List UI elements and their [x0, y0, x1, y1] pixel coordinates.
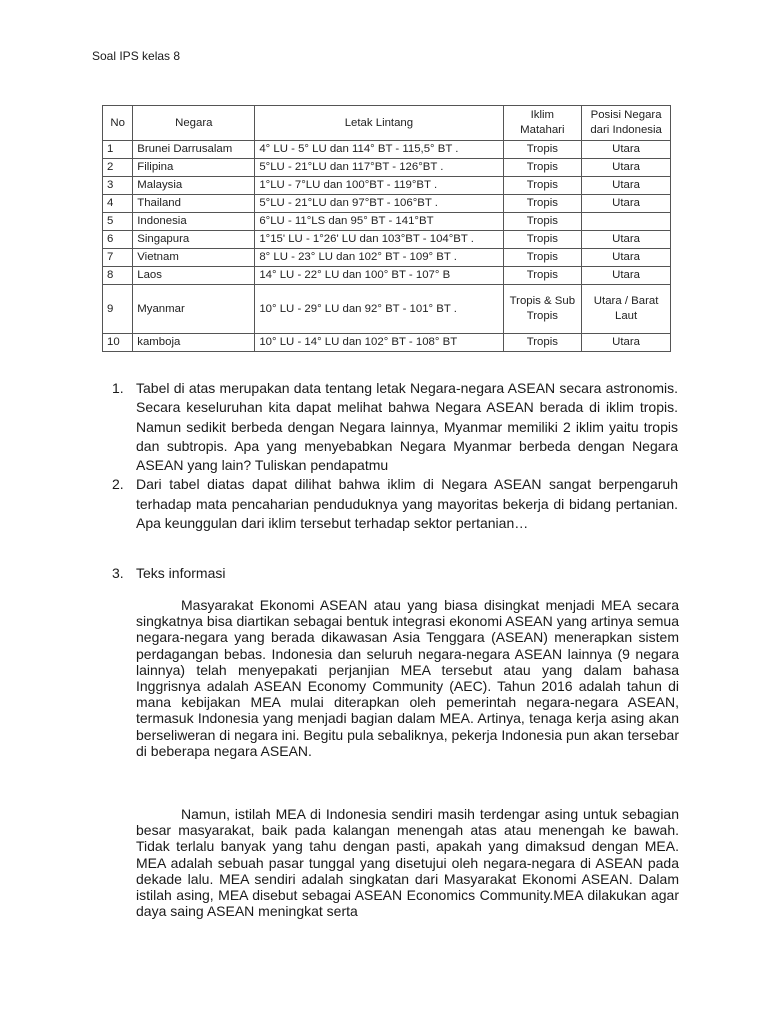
- table-row: [103, 334, 671, 352]
- table-row: [103, 267, 671, 285]
- question-text: Dari tabel diatas dapat dilihat bahwa iklim di Negara ASEAN sangat berpengaruh terhadap mata pencaharian penduduknya yang mayoritas bekerja di bidang pertanian. Apa keunggulan dari iklim tersebut terhadap sektor pertanian…: [136, 476, 678, 532]
- question-number: 2.: [112, 476, 124, 493]
- cell-iklim: Tropis: [503, 334, 582, 352]
- cell-letak: 4° LU - 5° LU dan 114° BT - 115,5° BT .: [255, 141, 503, 159]
- cell-iklim: Tropis: [503, 213, 582, 231]
- cell-iklim: Tropis: [503, 177, 582, 195]
- cell-negara: Thailand: [133, 195, 255, 213]
- cell-iklim: Tropis & Sub Tropis: [503, 285, 582, 334]
- cell-letak: 1°15' LU - 1°26' LU dan 103°BT - 104°BT .: [255, 231, 503, 249]
- section-title-text: Teks informasi: [136, 565, 226, 581]
- question-text: Tabel di atas merupakan data tentang letak Negara-negara ASEAN secara astronomis. Secara keseluruhan kita dapat melihat bahwa Negara ASEAN berada di iklim tropis. Namun sedikit berbeda dengan Negara lainnya, Myanmar memiliki 2 iklim yaitu tropis dan subtropis. Apa yang menyebabkan Negara Myanmar berbeda dengan Negara ASEAN yang lain? Tuliskan pendapatmu: [136, 380, 678, 474]
- cell-letak: 8° LU - 23° LU dan 102° BT - 109° BT .: [255, 249, 503, 267]
- cell-posisi: Utara: [582, 231, 671, 249]
- table-header-row: [103, 106, 671, 141]
- info-paragraph: Masyarakat Ekonomi ASEAN atau yang biasa disingkat menjadi MEA secara singkatnya bisa diartikan sebagai bentuk integrasi ekonomi ASEAN yang artinya semua negara-negara yang berada dikawasan Asia Tenggara (ASEAN) menerapkan sistem perdagangan bebas. Indonesia dan seluruh negara-negara ASEAN lainnya (9 negara lainnya) telah menyepakati perjanjian MEA tersebut atau yang dalam bahasa Inggrisnya adalah ASEAN Economy Community (AEC). Tahun 2016 adalah tahun di mana kebijakan MEA mulai diterapkan oleh pemerintah negara-negara ASEAN, termasuk Indonesia yang menjadi bagian dalam MEA. Artinya, tenaga kerja asing akan berseliweran di negara ini. Begitu pula sebaliknya, pekerja Indonesia pun akan tersebar di beberapa negara ASEAN.: [136, 597, 679, 759]
- question-item: [112, 379, 678, 475]
- cell-no: 2: [103, 159, 133, 177]
- cell-no: 9: [103, 285, 133, 334]
- cell-letak: 1°LU - 7°LU dan 100°BT - 119°BT .: [255, 177, 503, 195]
- cell-iklim: Tropis: [503, 231, 582, 249]
- header-posisi: Posisi Negara dari Indonesia: [582, 106, 671, 141]
- cell-iklim: Tropis: [503, 267, 582, 285]
- cell-no: 6: [103, 231, 133, 249]
- question-item: [112, 475, 678, 533]
- cell-posisi: Utara: [582, 334, 671, 352]
- question-number: 1.: [112, 380, 124, 396]
- cell-posisi: [582, 213, 671, 231]
- table-row: [103, 177, 671, 195]
- table-row: [103, 159, 671, 177]
- cell-negara: Malaysia: [133, 177, 255, 195]
- cell-no: 4: [103, 195, 133, 213]
- cell-posisi: Utara: [582, 267, 671, 285]
- section-number: 3.: [112, 565, 124, 581]
- header-letak-lintang: Letak Lintang: [255, 106, 503, 141]
- table-row: [103, 231, 671, 249]
- cell-letak: 6°LU - 11°LS dan 95° BT - 141°BT: [255, 213, 503, 231]
- cell-negara: Indonesia: [133, 213, 255, 231]
- cell-letak: 5°LU - 21°LU dan 117°BT - 126°BT .: [255, 159, 503, 177]
- cell-letak: 10° LU - 14° LU dan 102° BT - 108° BT: [255, 334, 503, 352]
- cell-iklim: Tropis: [503, 249, 582, 267]
- cell-posisi: Utara: [582, 177, 671, 195]
- cell-letak: 14° LU - 22° LU dan 100° BT - 107° B: [255, 267, 503, 285]
- cell-posisi: Utara: [582, 249, 671, 267]
- cell-iklim: Tropis: [503, 159, 582, 177]
- cell-no: 3: [103, 177, 133, 195]
- cell-negara: Brunei Darrusalam: [133, 141, 255, 159]
- cell-letak: 5°LU - 21°LU dan 97°BT - 106°BT .: [255, 195, 503, 213]
- header-negara: Negara: [133, 106, 255, 141]
- cell-posisi: Utara: [582, 195, 671, 213]
- table-row: [103, 195, 671, 213]
- cell-negara: Singapura: [133, 231, 255, 249]
- cell-iklim: Tropis: [503, 195, 582, 213]
- cell-negara: Vietnam: [133, 249, 255, 267]
- cell-negara: Laos: [133, 267, 255, 285]
- info-paragraph: Namun, istilah MEA di Indonesia sendiri masih terdengar asing untuk sebagian besar masyarakat, baik pada kalangan menengah atas atau menengah ke bawah. Tidak terlalu banyak yang tahu dengan pasti, apakah yang dimaksud dengan MEA. MEA adalah sebuah pasar tunggal yang disetujui oleh negara-negara di ASEAN pada dekade lalu. MEA sendiri adalah singkatan dari Masyarakat Ekonomi ASEAN. Dalam istilah asing, MEA disebut sebagai ASEAN Economics Community.MEA dilakukan agar daya saing ASEAN meningkat serta: [136, 806, 679, 920]
- table-row: [103, 249, 671, 267]
- cell-negara: Myanmar: [133, 285, 255, 334]
- header-iklim: Iklim Matahari: [503, 106, 582, 141]
- cell-no: 5: [103, 213, 133, 231]
- cell-no: 8: [103, 267, 133, 285]
- cell-posisi: Utara: [582, 141, 671, 159]
- table-row: [103, 141, 671, 159]
- cell-posisi: Utara / Barat Laut: [582, 285, 671, 334]
- question-list: [112, 379, 678, 533]
- cell-no: 10: [103, 334, 133, 352]
- cell-iklim: Tropis: [503, 141, 582, 159]
- cell-negara: Filipina: [133, 159, 255, 177]
- cell-no: 7: [103, 249, 133, 267]
- cell-letak: 10° LU - 29° LU dan 92° BT - 101° BT .: [255, 285, 503, 334]
- header-no: No: [103, 106, 133, 141]
- table-row: [103, 285, 671, 334]
- table-row: [103, 213, 671, 231]
- cell-posisi: Utara: [582, 159, 671, 177]
- page-header: Soal IPS kelas 8: [92, 49, 181, 63]
- cell-negara: kamboja: [133, 334, 255, 352]
- asean-table: [102, 105, 671, 352]
- section-title: [112, 564, 225, 583]
- cell-no: 1: [103, 141, 133, 159]
